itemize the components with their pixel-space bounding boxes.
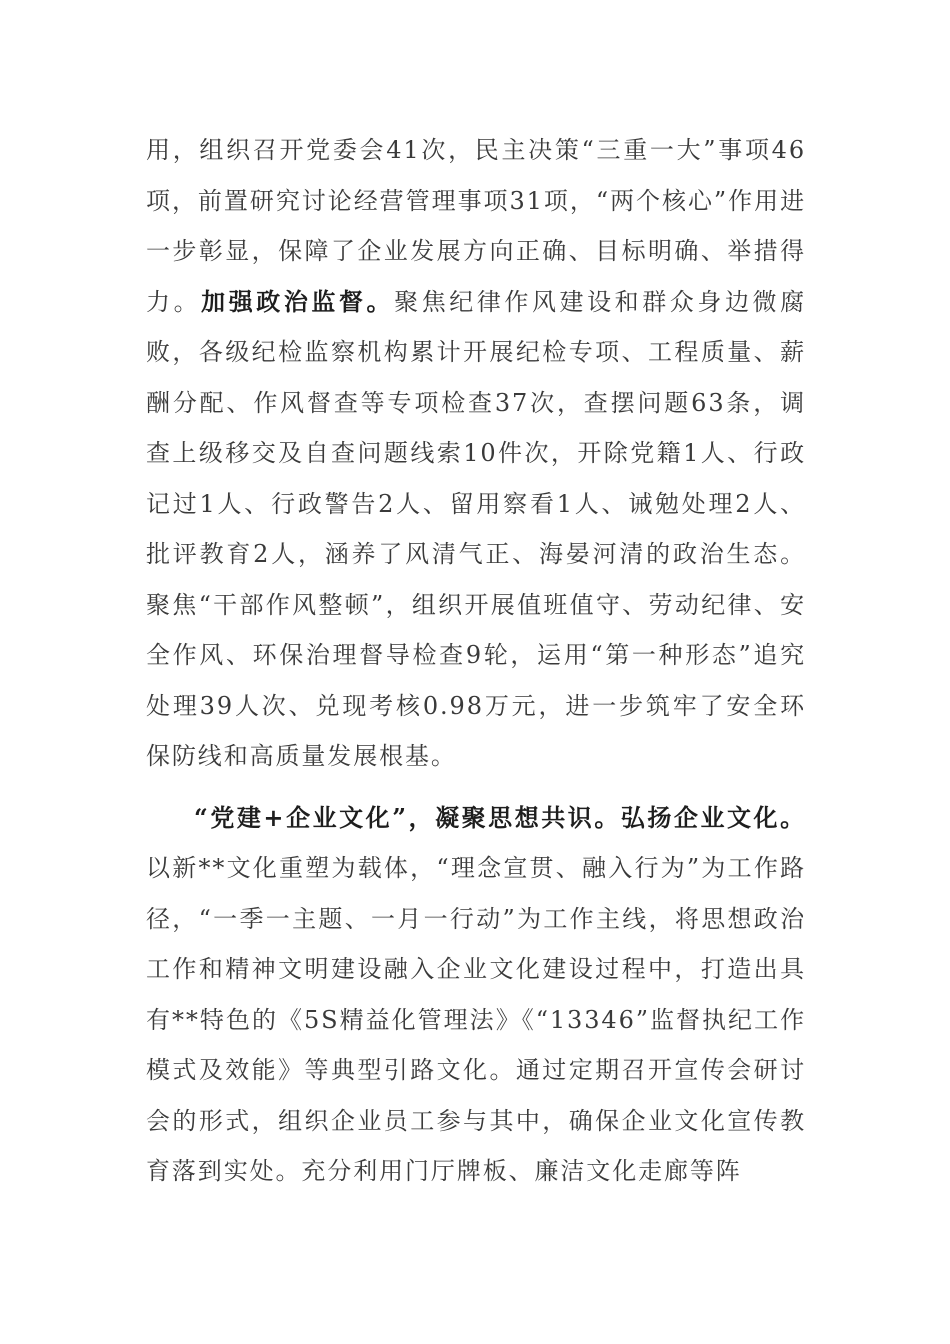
section-heading-political-supervision: 加强政治监督。 bbox=[201, 286, 395, 316]
paragraph-corporate-culture bbox=[146, 793, 806, 1197]
paragraph-text: 聚焦纪律作风建设和群众身边微腐败，各级纪检监察机构累计开展纪检专项、工程质量、薪酬分配、作风督查等专项检查37次，查摆问题63条，调查上级移交及自查问题线索10件次，开除党籍1人、行政记过1人、行政警告2人、留用察看1人、诫勉处理2人、批评教育2人，涵养了风清气正、海晏河清的政治生态。聚焦“干部作风整顿”，组织开展值班值守、劳动纪律、安全作风、环保治理督导检查9轮，运用“第一种形态”追究处理39人次、兑现考核0.98万元，进一步筑牢了安全环保防线和高质量发展根基。 bbox=[146, 287, 806, 770]
document-body bbox=[146, 125, 806, 1197]
paragraph-political-supervision bbox=[146, 125, 806, 782]
section-heading-corporate-culture: “党建+企业文化”，凝聚思想共识。弘扬企业文化。 bbox=[194, 802, 806, 832]
paragraph-text: 以新**文化重塑为载体，“理念宣贯、融入行为”为工作路径，“一季一主题、一月一行动”为工作主线，将思想政治工作和精神文明建设融入企业文化建设过程中，打造出具有**特色的《5S精益化管理法》《“13346”监督执纪工作模式及效能》等典型引路文化。通过定期召开宣传会研讨会的形式，组织企业员工参与其中，确保企业文化宣传教育落到实处。充分利用门厅牌板、廉洁文化走廊等阵 bbox=[146, 854, 806, 1185]
paragraph-text: 用，组织召开党委会41次，民主决策“三重一大”事项46项，前置研究讨论经营管理事项31项，“两个核心”作用进一步彰显，保障了企业发展方向正确、目标明确、举措得力。 bbox=[146, 136, 806, 316]
